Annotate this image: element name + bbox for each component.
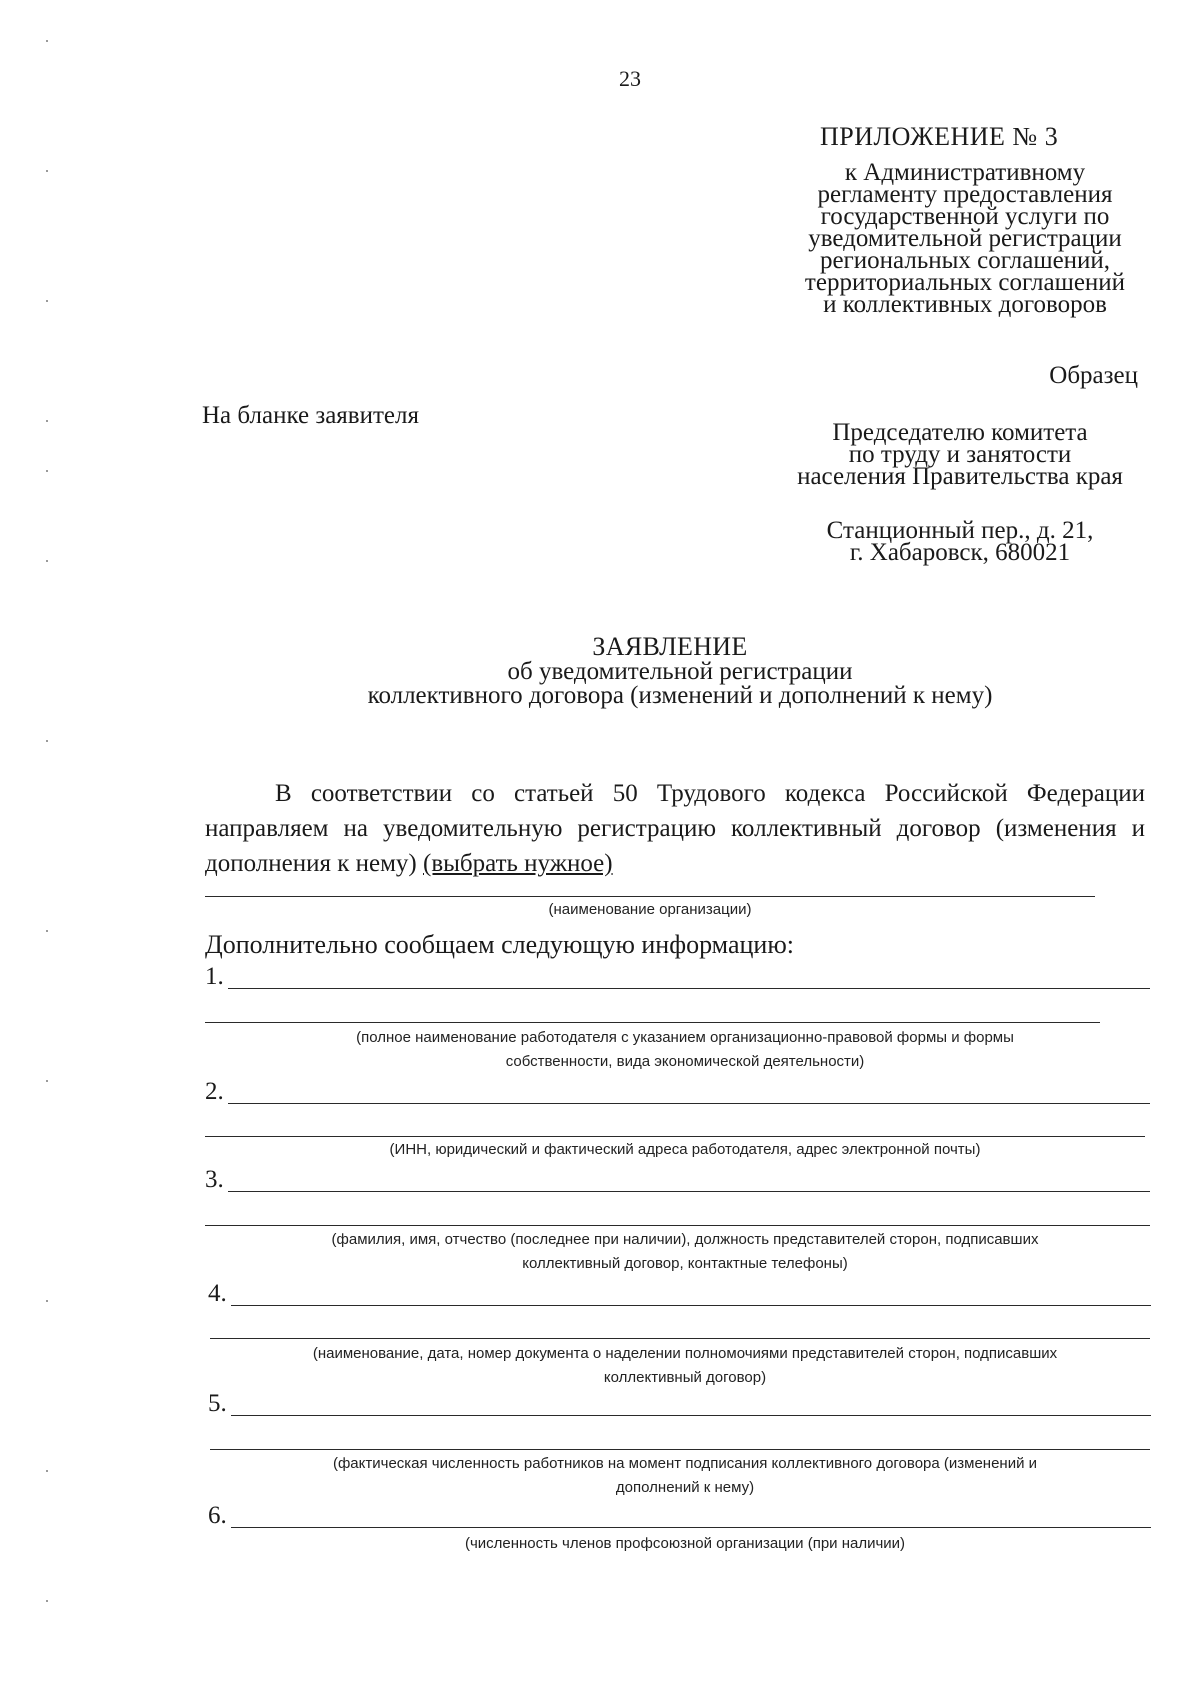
scan-mark xyxy=(46,300,48,302)
scan-mark xyxy=(46,930,48,932)
item-4-caption xyxy=(205,1342,1165,1390)
item-number: 3. xyxy=(205,1166,224,1193)
sample-label: Образец xyxy=(1049,362,1138,389)
scan-mark xyxy=(46,170,48,172)
item-number: 1. xyxy=(205,963,224,990)
addressee xyxy=(760,419,1160,490)
caption-line: дополнений к нему) xyxy=(615,1479,755,1496)
organization-caption: (наименование организации) xyxy=(548,901,752,918)
scan-mark xyxy=(46,470,48,472)
caption-line: (наименование, дата, номер документа о наделении полномочиями представителей сторон, подписавших xyxy=(312,1345,1058,1362)
body-text: В соответствии со статьей 50 Трудового кодекса Российской Федерации направляем на уведомительную регистрацию коллективный договор (изменения и дополнения к нему) xyxy=(205,780,1145,877)
item-number: 2. xyxy=(205,1078,224,1105)
organization-name-line[interactable] xyxy=(205,896,1095,897)
appendix-line: территориальных соглашений xyxy=(804,269,1126,296)
caption-line: (ИНН, юридический и фактический адреса работодателя, адрес электронной почты) xyxy=(389,1141,981,1158)
caption-line: собственности, вида экономической деятельности) xyxy=(505,1053,865,1070)
caption-line: (фактическая численность работников на момент подписания коллективного договора (изменений и xyxy=(332,1455,1038,1472)
item-2-field-line[interactable] xyxy=(228,1103,1150,1104)
scan-mark xyxy=(46,1300,48,1302)
page-number: 23 xyxy=(619,66,641,91)
item-2-caption xyxy=(205,1138,1165,1162)
caption-line: (фамилия, имя, отчество (последнее при наличии), должность представителей сторон, подписавших xyxy=(331,1231,1039,1248)
scan-mark xyxy=(46,1470,48,1472)
address-line: г. Хабаровск, 680021 xyxy=(849,539,1071,566)
scan-mark xyxy=(46,420,48,422)
item-6-caption xyxy=(205,1532,1165,1556)
item-4-field-line[interactable] xyxy=(231,1305,1151,1306)
item-5-field-line[interactable] xyxy=(231,1415,1151,1416)
scan-mark xyxy=(46,1600,48,1602)
item-5-field-line-2[interactable] xyxy=(210,1449,1150,1450)
item-6-field-line[interactable] xyxy=(231,1527,1151,1528)
item-1-field-line[interactable] xyxy=(228,988,1150,989)
body-paragraph xyxy=(205,776,1145,881)
item-4-field-line-2[interactable] xyxy=(210,1338,1150,1339)
appendix-line: к Административному xyxy=(844,159,1086,186)
scan-mark xyxy=(46,740,48,742)
appendix-title: ПРИЛОЖЕНИЕ № 3 xyxy=(820,122,1059,151)
item-1-caption xyxy=(205,1026,1165,1074)
item-number: 6. xyxy=(208,1502,227,1529)
scan-mark xyxy=(46,560,48,562)
appendix-line: регламенту предоставления xyxy=(817,181,1113,208)
scan-mark xyxy=(46,40,48,42)
address-line: Станционный пер., д. 21, xyxy=(826,517,1094,544)
letterhead-note: На бланке заявителя xyxy=(202,402,419,429)
appendix-line: и коллективных договоров xyxy=(823,291,1107,318)
item-number: 5. xyxy=(208,1390,227,1417)
addressee-line: по труду и занятости xyxy=(848,441,1072,468)
item-2-field-line-2[interactable] xyxy=(205,1136,1145,1137)
item-3-caption xyxy=(205,1228,1165,1276)
appendix-description xyxy=(770,159,1160,318)
addressee-line: Председателю комитета xyxy=(832,419,1088,446)
caption-line: (полное наименование работодателя с указанием организационно-правовой формы и формы xyxy=(356,1029,1014,1046)
addressee-line: населения Правительства края xyxy=(797,463,1123,490)
document-title: ЗАЯВЛЕНИЕ xyxy=(592,632,748,661)
subtitle-line: коллективного договора (изменений и дополнений к нему) xyxy=(367,682,993,709)
caption-line: коллективный договор, контактные телефоны) xyxy=(522,1255,848,1272)
scan-mark xyxy=(46,1080,48,1082)
caption-line: коллективный договор) xyxy=(603,1369,767,1386)
document-subtitle xyxy=(290,660,1070,708)
subtitle-line: об уведомительной регистрации xyxy=(507,658,853,685)
body-choice-note: (выбрать нужное) xyxy=(423,850,613,877)
item-number: 4. xyxy=(208,1280,227,1307)
appendix-line: региональных соглашений, xyxy=(819,247,1111,274)
item-3-field-line[interactable] xyxy=(228,1191,1150,1192)
appendix-line: государственной услуги по xyxy=(820,203,1110,230)
caption-line: (численность членов профсоюзной организации (при наличии) xyxy=(464,1535,906,1552)
addressee-address xyxy=(790,517,1130,566)
appendix-line: уведомительной регистрации xyxy=(808,225,1122,252)
additional-info-intro: Дополнительно сообщаем следующую информацию: xyxy=(205,930,794,959)
item-3-field-line-2[interactable] xyxy=(205,1225,1150,1226)
item-1-field-line-2[interactable] xyxy=(205,1022,1100,1023)
item-5-caption xyxy=(205,1452,1165,1500)
